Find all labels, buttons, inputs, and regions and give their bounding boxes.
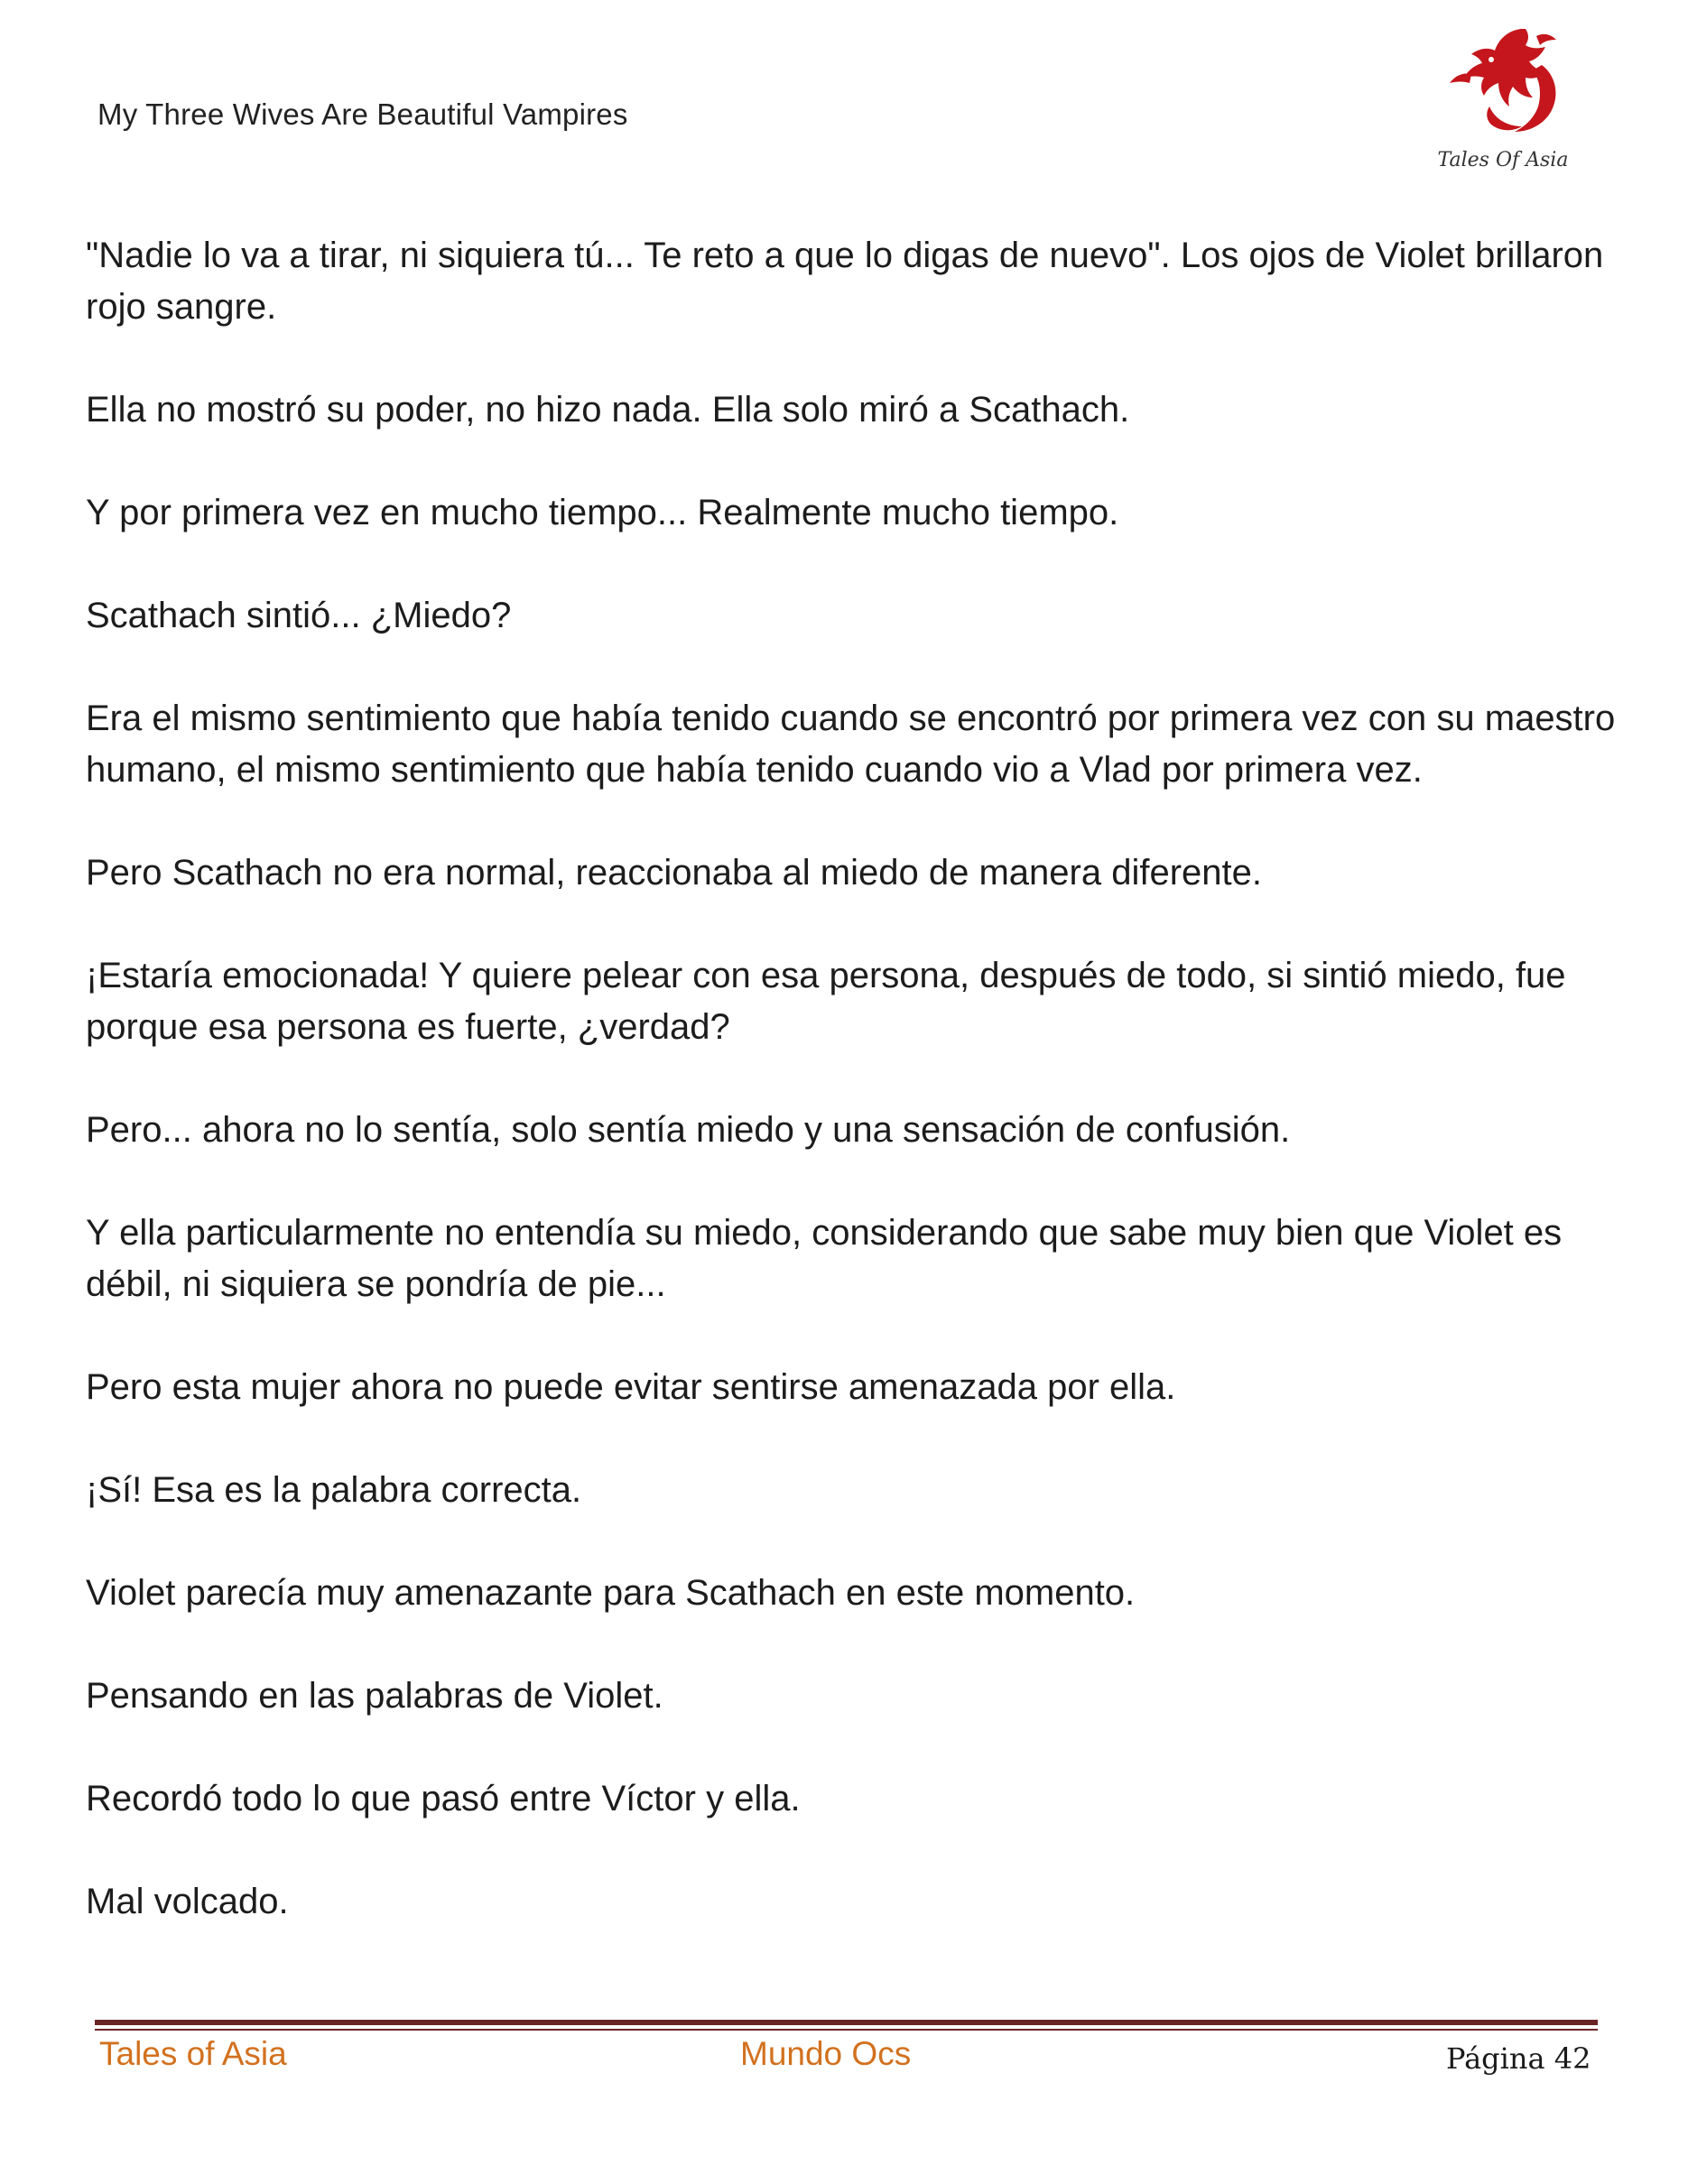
dragon-icon [1435,20,1571,155]
paragraph: Pero esta mujer ahora no puede evitar sentirse amenazada por ella. [86,1367,1176,1407]
chapter-body [86,230,1620,1979]
paragraph: Pero Scathach no era normal, reaccionaba al miedo de manera diferente. [86,853,1262,893]
paragraph: ¡Sí! Esa es la palabra correcta. [86,1470,582,1510]
paragraph: Ella no mostró su poder, no hizo nada. Ella solo miró a Scathach. [86,390,1130,430]
paragraph: Era el mismo sentimiento que había tenido cuando se encontró por primera vez con su maestro humano, el mismo sentimiento que había tenido cuando vio a Vlad por primera vez. [86,699,1616,790]
paragraph: Y por primera vez en mucho tiempo... Realmente mucho tiempo. [86,493,1119,532]
tales-of-asia-logo [1435,20,1571,182]
paragraph: "Nadie lo va a tirar, ni siquiera tú... Te reto a que lo digas de nuevo". Los ojos de Violet brillaron rojo sangre. [86,236,1604,327]
paragraph: Pero... ahora no lo sentía, solo sentía miedo y una sensación de confusión. [86,1110,1291,1150]
paragraph: Scathach sintió... ¿Miedo? [86,596,512,635]
paragraph: Y ella particularmente no entendía su miedo, considerando que sabe muy bien que Violet es débil, ni siquiera se pondría de pie... [86,1213,1563,1304]
paragraph: Recordó todo lo que pasó entre Víctor y ella. [86,1779,801,1818]
paragraph: Mal volcado. [86,1882,289,1921]
paragraph: Pensando en las palabras de Violet. [86,1676,663,1716]
footer-site-name: Tales of Asia [99,2035,287,2072]
paragraph: Violet parecía muy amenazante para Scathach en este momento. [86,1573,1136,1613]
footer-rule [95,2020,1598,2025]
footer-section-name: Mundo Ocs [740,2035,912,2072]
footer-rule-thin [95,2029,1598,2031]
page-number: Página 42 [1446,2041,1591,2076]
book-title: My Three Wives Are Beautiful Vampires [97,97,628,131]
paragraph: ¡Estaría emocionada! Y quiere pelear con esa persona, después de todo, si sintió miedo, fue porque esa persona es fuerte, ¿verdad? [86,956,1566,1047]
logo-text: Tales Of Asia [1437,149,1569,171]
